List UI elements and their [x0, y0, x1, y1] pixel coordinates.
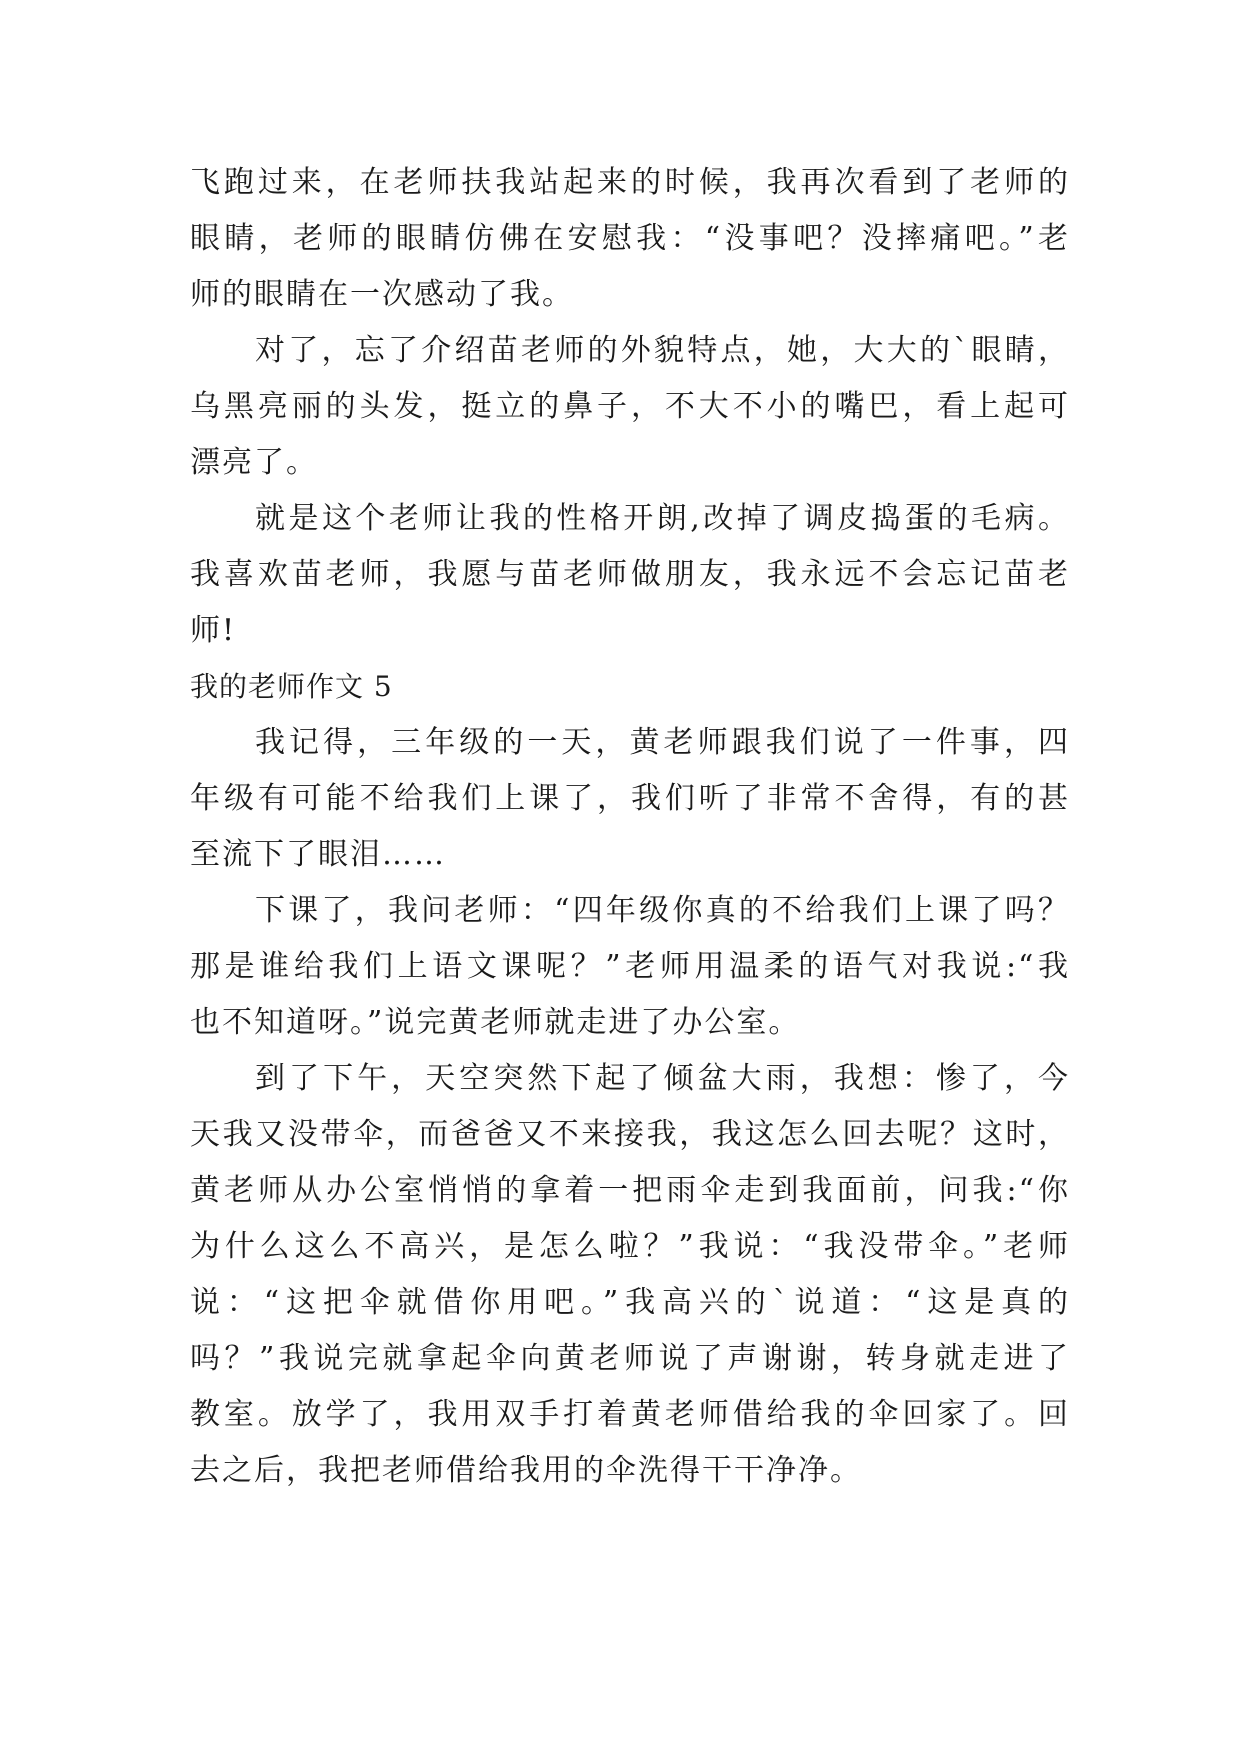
text-line: 对了，忘了介绍苗老师的外貌特点，她，大大的`眼睛， — [255, 333, 1070, 368]
text-line: 为什么这么不高兴，是怎么啦？”我说：“我没带伞。”老师 — [190, 1229, 1070, 1264]
text-line: 到了下午，天空突然下起了倾盆大雨，我想：惨了，今 — [255, 1061, 1070, 1096]
text-line: 飞跑过来，在老师扶我站起来的时候，我再次看到了老师的 — [190, 165, 1070, 200]
paragraph — [190, 155, 1070, 323]
text-line: 黄老师从办公室悄悄的拿着一把雨伞走到我面前，问我:“你 — [190, 1173, 1070, 1208]
text-line: 眼睛，老师的眼睛仿佛在安慰我：“没事吧？没摔痛吧。”老 — [190, 221, 1070, 256]
text-line: 说：“这把伞就借你用吧。”我高兴的`说道：“这是真的 — [190, 1285, 1070, 1320]
text-line: 我喜欢苗老师，我愿与苗老师做朋友，我永远不会忘记苗老 — [190, 557, 1070, 592]
text-line: 师的眼睛在一次感动了我。 — [190, 277, 574, 312]
text-line: 那是谁给我们上语文课呢？”老师用温柔的语气对我说:“我 — [190, 949, 1070, 984]
paragraph — [190, 491, 1070, 659]
paragraph — [190, 883, 1070, 1051]
paragraph — [190, 1051, 1070, 1499]
text-line: 年级有可能不给我们上课了，我们听了非常不舍得，有的甚 — [190, 781, 1070, 816]
paragraph — [190, 323, 1070, 491]
document-body — [190, 155, 1070, 1499]
text-line: 师! — [190, 613, 237, 648]
text-line: 乌黑亮丽的头发，挺立的鼻子，不大不小的嘴巴，看上起可 — [190, 389, 1070, 424]
paragraph — [190, 715, 1070, 883]
text-line: 教室。放学了，我用双手打着黄老师借给我的伞回家了。回 — [190, 1397, 1070, 1432]
text-line: 下课了，我问老师：“四年级你真的不给我们上课了吗？ — [255, 893, 1070, 928]
text-line: 吗？”我说完就拿起伞向黄老师说了声谢谢，转身就走进了 — [190, 1341, 1070, 1376]
text-line: 也不知道呀。”说完黄老师就走进了办公室。 — [190, 1005, 801, 1040]
text-line: 去之后，我把老师借给我用的伞洗得干干净净。 — [190, 1453, 862, 1488]
section-heading: 我的老师作文 5 — [190, 670, 393, 703]
text-line: 至流下了眼泪…… — [190, 837, 446, 872]
text-line: 漂亮了。 — [190, 445, 318, 480]
text-line: 我记得，三年级的一天，黄老师跟我们说了一件事，四 — [255, 725, 1070, 760]
text-line: 天我又没带伞，而爸爸又不来接我，我这怎么回去呢？这时， — [190, 1117, 1070, 1152]
text-line: 就是这个老师让我的性格开朗,改掉了调皮捣蛋的毛病。 — [255, 501, 1070, 536]
